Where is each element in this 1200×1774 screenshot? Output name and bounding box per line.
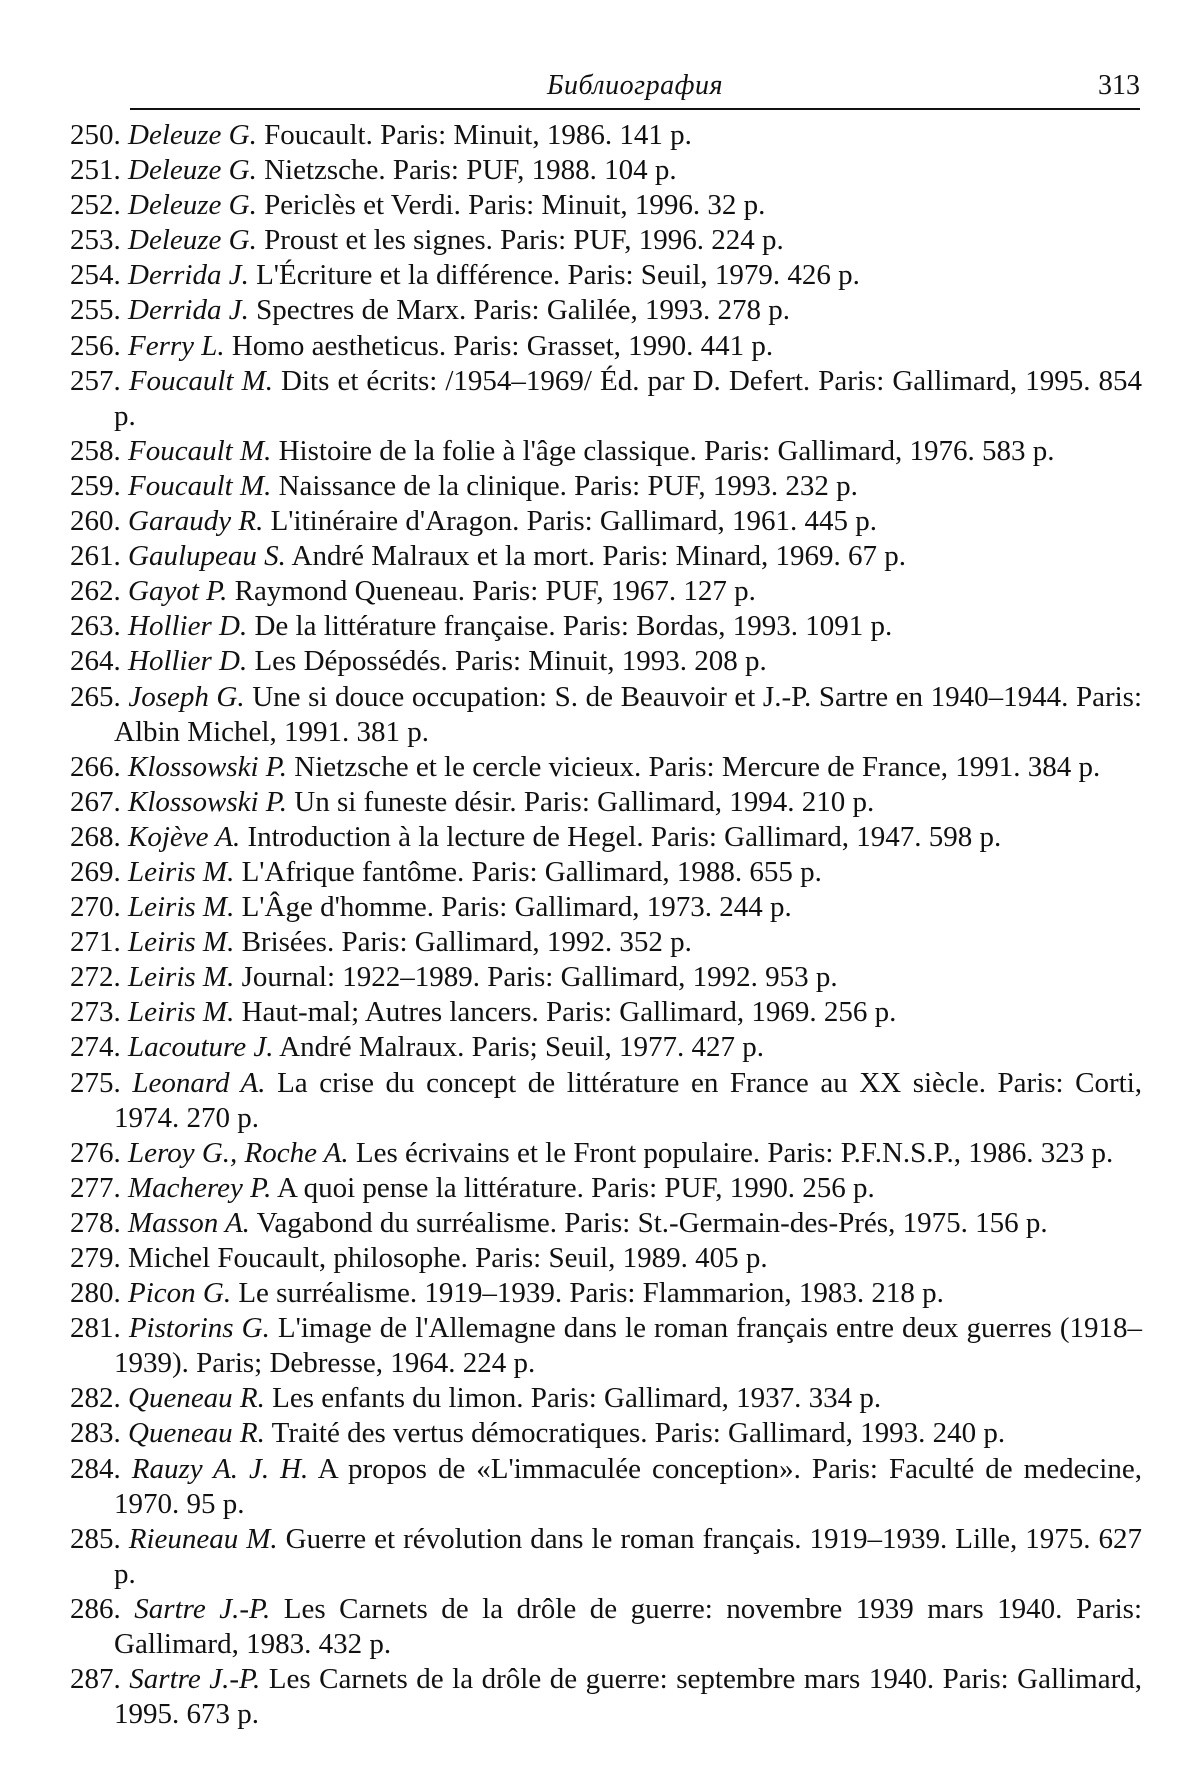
bibliography-entry (70, 1592, 1142, 1662)
entry-text: L'Écriture et la différence. Paris: Seuil, 1979. 426 p. (256, 259, 860, 292)
entry-number: 255. (70, 294, 121, 327)
entry-number: 271. (70, 926, 121, 959)
entry-author: Foucault M. (128, 364, 273, 397)
entry-text: Foucault. Paris: Minuit, 1986. 141 p. (264, 119, 692, 151)
entry-author: Ferry L. (128, 329, 225, 362)
entry-text: A quoi pense la littérature. Paris: PUF, 1990. 256 p. (277, 1171, 875, 1204)
bibliography-entry (70, 925, 1142, 960)
entry-number: 252. (70, 189, 121, 222)
entry-author: Picon G. (128, 1277, 232, 1310)
entry-text: Les Carnets de la drôle de guerre: novembre 1939 mars 1940. Paris: Gallimard, 1983. 432 p. (114, 1592, 1143, 1661)
entry-author: Gaulupeau S. (128, 540, 286, 573)
entry-number: 273. (70, 996, 121, 1029)
entry-number: 278. (70, 1206, 121, 1239)
entry-number: 269. (70, 855, 121, 888)
entry-author: Deleuze G. (128, 119, 257, 151)
bibliography-entry (70, 609, 1142, 644)
entry-number: 251. (70, 154, 121, 187)
bibliography-entry (70, 1381, 1142, 1416)
entry-author: Queneau R. (128, 1382, 265, 1415)
entry-number: 277. (70, 1171, 121, 1204)
entry-number: 279. (70, 1242, 121, 1274)
entry-number: 264. (70, 645, 121, 678)
bibliography-entry (70, 539, 1142, 574)
entry-author: Hollier D. (128, 645, 248, 678)
bibliography-entry (70, 118, 1142, 153)
entry-text: Traité des vertus démocratiques. Paris: Gallimard, 1993. 240 p. (271, 1417, 1006, 1450)
entry-author: Derrida J. (128, 259, 249, 292)
entry-text: André Malraux. Paris; Seuil, 1977. 427 p. (279, 1031, 765, 1064)
bibliography-entry (70, 855, 1142, 890)
bibliography-entry (70, 329, 1142, 364)
entry-author: Sartre J.-P. (129, 1663, 261, 1696)
entry-text: Raymond Queneau. Paris: PUF, 1967. 127 p. (234, 575, 756, 608)
entry-text: Une si douce occupation: S. de Beauvoir et J.-P. Sartre en 1940–1944. Paris: Albin Michel, 1991. 381 p. (114, 680, 1142, 748)
entry-author: Masson A. (128, 1206, 250, 1239)
bibliography-entry (70, 258, 1142, 293)
entry-text: Proust et les signes. Paris: PUF, 1996. 224 p. (264, 224, 784, 257)
bibliography-entry (70, 223, 1142, 258)
running-title: Библиография (547, 70, 723, 101)
entry-number: 266. (70, 750, 121, 783)
entry-number: 287. (70, 1663, 121, 1696)
bibliography-entry (70, 574, 1142, 609)
bibliography-entry (70, 1030, 1142, 1065)
entry-number: 254. (70, 259, 121, 292)
entry-text: André Malraux et la mort. Paris: Minard, 1969. 67 p. (291, 540, 907, 573)
entry-number: 258. (70, 434, 121, 467)
entry-number: 253. (70, 224, 121, 257)
entry-number: 261. (70, 540, 121, 573)
entry-text: Naissance de la clinique. Paris: PUF, 1993. 232 p. (278, 469, 858, 502)
entry-author: Leiris M. (128, 996, 235, 1029)
entry-text: Le surréalisme. 1919–1939. Paris: Flammarion, 1983. 218 p. (238, 1277, 944, 1310)
bibliography-entry (70, 293, 1142, 328)
entry-text: De la littérature française. Paris: Bordas, 1993. 1091 p. (254, 610, 893, 643)
entry-author: Pistorins G. (128, 1312, 270, 1345)
entry-author: Klossowski P. (128, 785, 288, 818)
entry-text: Un si funeste désir. Paris: Gallimard, 1994. 210 p. (294, 785, 875, 818)
entry-author: Leroy G., Roche A. (128, 1136, 349, 1169)
bibliography-entry (70, 680, 1142, 750)
bibliography-entry (70, 504, 1142, 539)
entry-number: 281. (70, 1312, 121, 1345)
entry-number: 282. (70, 1382, 121, 1415)
entry-text: Histoire de la folie à l'âge classique. Paris: Gallimard, 1976. 583 p. (278, 434, 1055, 467)
entry-author: Kojève A. (128, 820, 241, 853)
bibliography-entry (70, 960, 1142, 995)
page-header (130, 66, 1140, 110)
entry-text: Spectres de Marx. Paris: Galilée, 1993. 278 p. (256, 294, 791, 327)
bibliography-entry (70, 1171, 1142, 1206)
entry-author: Rieuneau M. (128, 1522, 278, 1555)
bibliography-entry (70, 1522, 1142, 1592)
entry-author: Klossowski P. (128, 750, 288, 783)
entry-text: L'itinéraire d'Aragon. Paris: Gallimard, 1961. 445 p. (270, 505, 878, 538)
bibliography-entry (70, 364, 1142, 434)
entry-number: 260. (70, 505, 121, 538)
entry-number: 256. (70, 329, 121, 362)
bibliography-entry (70, 1066, 1142, 1136)
entry-number: 283. (70, 1417, 121, 1450)
entry-text: Journal: 1922–1989. Paris: Gallimard, 1992. 953 p. (241, 961, 838, 994)
entry-number: 268. (70, 820, 121, 853)
entry-author: Rauzy A. J. H. (131, 1452, 309, 1485)
entry-author: Sartre J.-P. (134, 1592, 271, 1625)
entry-text: Haut-mal; Autres lancers. Paris: Gallimard, 1969. 256 p. (241, 996, 897, 1029)
entry-text: L'Âge d'homme. Paris: Gallimard, 1973. 244 p. (241, 891, 792, 924)
bibliography-entry (70, 1241, 1142, 1276)
entry-author: Leonard A. (132, 1066, 266, 1099)
entry-text: Dits et écrits: /1954–1969/ Éd. par D. Defert. Paris: Gallimard, 1995. 854 p. (114, 364, 1143, 432)
entry-author: Queneau R. (128, 1417, 265, 1450)
entry-text: Guerre et révolution dans le roman français. 1919–1939. Lille, 1975. 627 p. (114, 1522, 1142, 1590)
entry-text: Les écrivains et le Front populaire. Paris: P.F.N.S.P., 1986. 323 p. (355, 1136, 1114, 1169)
entry-text: Periclès et Verdi. Paris: Minuit, 1996. 32 p. (264, 189, 766, 222)
entry-author: Garaudy R. (128, 505, 264, 538)
entry-number: 274. (70, 1031, 121, 1064)
entry-author: Derrida J. (128, 294, 249, 327)
entry-text: Les enfants du limon. Paris: Gallimard, 1937. 334 p. (272, 1382, 882, 1415)
entry-number: 280. (70, 1277, 121, 1310)
entry-text: La crise du concept de littérature en France au XX siècle. Paris: Corti, 1974. 270 p. (114, 1066, 1143, 1134)
bibliography-entry (70, 750, 1142, 785)
entry-author: Hollier D. (128, 610, 248, 643)
entry-text: Brisées. Paris: Gallimard, 1992. 352 p. (241, 926, 692, 959)
bibliography-entry (70, 153, 1142, 188)
entry-number: 284. (70, 1452, 121, 1485)
entry-number: 257. (70, 364, 121, 397)
entry-author: Deleuze G. (128, 189, 257, 222)
entry-author: Macherey P. (128, 1171, 272, 1204)
bibliography-entry (70, 1416, 1142, 1451)
entry-number: 250. (70, 119, 121, 151)
bibliography-entry (70, 1136, 1142, 1171)
entry-number: 265. (70, 680, 121, 713)
entry-text: Les Carnets de la drôle de guerre: septembre mars 1940. Paris: Gallimard, 1995. 673 p. (114, 1663, 1143, 1731)
bibliography-entry (70, 890, 1142, 925)
entry-number: 270. (70, 891, 121, 924)
entry-author: Leiris M. (128, 961, 235, 994)
entry-text: Nietzsche et le cercle vicieux. Paris: Mercure de France, 1991. 384 p. (294, 750, 1101, 783)
entry-number: 285. (70, 1522, 121, 1555)
entry-number: 272. (70, 961, 121, 994)
bibliography-list (70, 118, 1142, 1732)
bibliography-entry (70, 469, 1142, 504)
entry-text: A propos de «L'immaculée conception». Paris: Faculté de medecine, 1970. 95 p. (114, 1452, 1142, 1520)
entry-author: Deleuze G. (128, 154, 257, 187)
entry-text: Michel Foucault, philosophe. Paris: Seuil, 1989. 405 p. (128, 1242, 768, 1274)
bibliography-entry (70, 1452, 1142, 1522)
bibliography-entry (70, 820, 1142, 855)
entry-number: 267. (70, 785, 121, 818)
entry-text: Nietzsche. Paris: PUF, 1988. 104 p. (264, 154, 677, 187)
entry-author: Leiris M. (128, 855, 235, 888)
entry-text: L'image de l'Allemagne dans le roman français entre deux guerres (1918–1939). Paris; Debresse, 1964. 224 p. (114, 1312, 1143, 1380)
entry-text: L'Afrique fantôme. Paris: Gallimard, 1988. 655 p. (241, 855, 822, 888)
bibliography-entry (70, 1276, 1142, 1311)
entry-number: 286. (70, 1592, 121, 1625)
entry-text: Les Dépossédés. Paris: Minuit, 1993. 208 p. (254, 645, 767, 678)
entry-author: Leiris M. (128, 926, 235, 959)
bibliography-entry (70, 644, 1142, 679)
bibliography-entry (70, 1662, 1142, 1732)
bibliography-entry (70, 785, 1142, 820)
entry-author: Foucault M. (128, 469, 272, 502)
entry-number: 263. (70, 610, 121, 643)
bibliography-entry (70, 188, 1142, 223)
entry-author: Joseph G. (128, 680, 245, 713)
entry-author: Gayot P. (128, 575, 228, 608)
bibliography-entry (70, 1206, 1142, 1241)
entry-text: Introduction à la lecture de Hegel. Paris: Gallimard, 1947. 598 p. (247, 820, 1002, 853)
entry-number: 275. (70, 1066, 121, 1099)
bibliography-entry (70, 995, 1142, 1030)
bibliography-entry (70, 1311, 1142, 1381)
entry-author: Foucault M. (128, 434, 272, 467)
entry-number: 276. (70, 1136, 121, 1169)
page-number: 313 (1098, 70, 1140, 101)
entry-author: Lacouture J. (128, 1031, 274, 1064)
entry-number: 259. (70, 469, 121, 502)
entry-text: Homo aestheticus. Paris: Grasset, 1990. 441 p. (231, 329, 774, 362)
entry-number: 262. (70, 575, 121, 608)
bibliography-entry (70, 434, 1142, 469)
entry-text: Vagabond du surréalisme. Paris: St.-Germain-des-Prés, 1975. 156 p. (256, 1206, 1048, 1239)
entry-author: Deleuze G. (128, 224, 257, 257)
entry-author: Leiris M. (128, 891, 235, 924)
